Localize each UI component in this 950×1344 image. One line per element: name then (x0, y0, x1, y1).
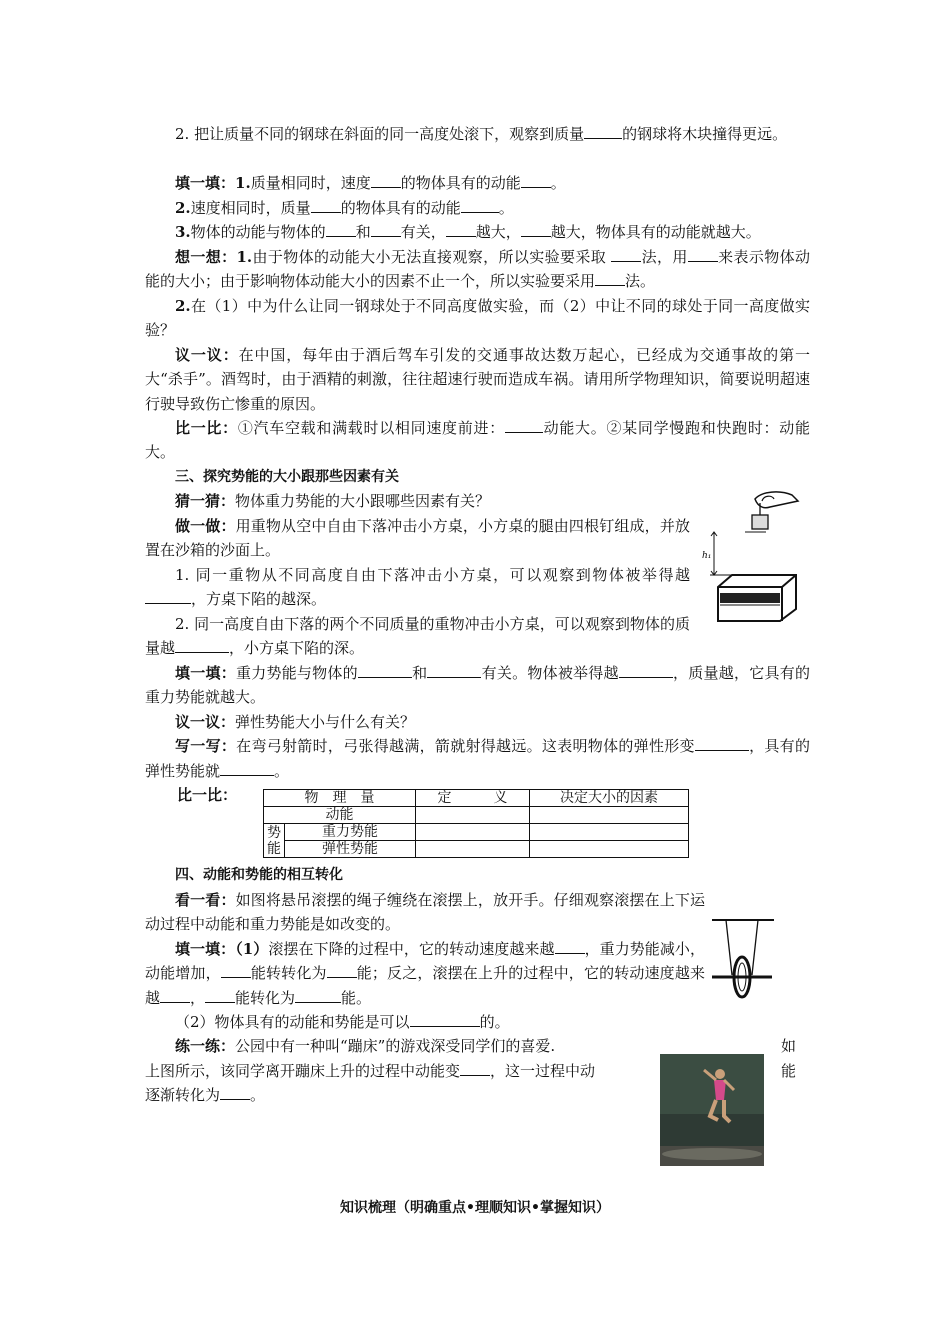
answer-blank[interactable] (221, 963, 251, 978)
comparison-table (263, 789, 689, 858)
think-2: 2.在（1）中为什么让同一钢球处于不同高度做实验，而（2）中让不同的球处于同一高度做实验？ (145, 296, 810, 339)
fill-in-5: 填一填：（1）滚摆在下降的过程中，它的转动速度越来越 ，重力势能减小，动能增加， 能转转化为 能；反之，滚摆在上升的过程中，它的转动速度越来越 ， 能转化为 能。 (145, 939, 705, 1007)
fill-in-2: 2.速度相同时，质量 的物体具有的动能 。 (175, 198, 514, 217)
answer-blank[interactable] (205, 988, 235, 1003)
answer-blank[interactable] (427, 663, 481, 678)
table-cell[interactable] (530, 824, 689, 841)
section-3-heading: 三、探究势能的大小跟那些因素有关 (175, 468, 399, 485)
answer-blank[interactable] (619, 663, 673, 678)
answer-blank[interactable] (461, 198, 499, 213)
table-cell[interactable] (416, 841, 530, 858)
answer-blank[interactable] (175, 638, 229, 653)
compare-2-label: 比一比： (177, 786, 238, 804)
answer-blank[interactable] (611, 247, 641, 262)
roll-pendulum-figure (708, 915, 778, 1003)
table-header-factors: 决定大小的因素 (530, 790, 689, 807)
table-row-elastic: 弹性势能 (285, 841, 416, 858)
answer-blank[interactable] (695, 736, 749, 751)
trampoline-photo (660, 1054, 764, 1166)
answer-blank[interactable] (311, 198, 341, 213)
answer-blank[interactable] (555, 939, 585, 954)
height-label: h₁ (702, 551, 712, 561)
answer-blank[interactable] (327, 963, 357, 978)
table-cell[interactable] (416, 824, 530, 841)
discuss-2: 议一议：弹性势能大小与什么有关？ (175, 712, 416, 731)
table-cell[interactable] (530, 807, 689, 824)
table-cell[interactable] (530, 841, 689, 858)
section-4-heading: 四、动能和势能的相互转化 (175, 867, 343, 883)
do-it: 做一做：用重物从空中自由下落冲击小方桌，小方桌的腿由四根钉组成，并放置在沙箱的沙面上。 (145, 516, 690, 559)
table-row-gravitational: 重力势能 (285, 824, 416, 841)
answer-blank[interactable] (220, 761, 274, 776)
table-group-potential: 势 能 (264, 824, 285, 858)
fill-in-3: 3.物体的动能与物体的 和 有关， 越大， 越大，物体具有的动能就越大。 (175, 223, 761, 241)
discuss-1: 议一议：在中国，每年由于酒后驾车引发的交通事故达数万起心，已经成为交通事故的第一大“杀手”。酒驾时，由于酒精的刺激，往往超速行驶而造成车祸。请用所学物理知识，简要说明超速行驶导致伤亡惨重的原因。 (145, 345, 810, 413)
answer-blank[interactable] (521, 222, 551, 237)
answer-blank[interactable] (446, 222, 476, 237)
fill-in-4: 填一填：重力势能与物体的 和 有关。物体被举得越 ，质量越，它具有的重力势能就越大。 (145, 663, 810, 706)
observation-1: 1. 同一重物从不同高度自由下落冲击小方桌，可以观察到物体被举得越，方桌下陷的越深。 (145, 563, 690, 612)
answer-blank[interactable] (220, 1085, 250, 1100)
table-header-quantity: 物 理 量 (264, 790, 416, 807)
section-title-knowledge-review: 知识梳理（明确重点•理顺知识•掌握知识） (340, 1200, 610, 1216)
answer-blank[interactable] (688, 247, 718, 262)
answer-blank[interactable] (505, 418, 543, 433)
fill-in-6: （2）物体具有的动能和势能是可以 的。 (175, 1012, 510, 1031)
table-header-definition: 定 义 (416, 790, 530, 807)
compare-1: 比一比：①汽车空载和满载时以相同速度前进： 动能大。②某同学慢跑和快跑时：动能大。 (145, 418, 810, 461)
falling-weight-figure (700, 487, 805, 627)
practice: 练一练：公园中有一种叫“蹦床”的游戏深受同学们的喜爱. 如 上图所示，该同学离开蹦床上升的过程中动能变 ，这一过程中动 能 逐渐转化为 。 (145, 1037, 797, 1104)
answer-blank[interactable] (371, 173, 401, 188)
answer-blank[interactable] (295, 988, 341, 1003)
answer-blank[interactable] (460, 1061, 490, 1076)
table-row-kinetic: 动能 (264, 807, 416, 824)
answer-blank[interactable] (584, 124, 622, 139)
answer-blank[interactable] (326, 222, 356, 237)
observation-2: 2. 同一高度自由下落的两个不同质量的重物冲击小方桌，可以观察到物体的质量越 ，小方桌下陷的深。 (145, 614, 690, 657)
answer-blank[interactable] (358, 663, 412, 678)
answer-blank[interactable] (160, 988, 190, 1003)
answer-blank[interactable] (595, 271, 625, 286)
answer-blank[interactable] (371, 222, 401, 237)
fill-in-1: 填一填：1.质量相同时，速度 的物体具有的动能 。 (175, 174, 566, 192)
look: 看一看：如图将悬吊滚摆的绳子缠绕在滚摆上，放开手。仔细观察滚摆在上下运动过程中动能和重力势能是如改变的。 (145, 890, 705, 933)
think-1: 想一想：1.由于物体的动能大小无法直接观察，所以实验要采取 法，用 来表示物体动能的大小；由于影响物体动能大小的因素不止一个，所以实验要采用 法。 (145, 247, 810, 290)
compare-2 (145, 783, 810, 863)
answer-blank[interactable] (410, 1012, 480, 1027)
table-cell[interactable] (416, 807, 530, 824)
answer-blank[interactable] (521, 173, 551, 188)
guess: 猜一猜：物体重力势能的大小跟哪些因素有关？ (175, 492, 491, 510)
write-it: 写一写：在弯弓射箭时，弓张得越满，箭就射得越远。这表明物体的弹性形变 ，具有的弹性势能就 。 (145, 737, 810, 780)
answer-blank[interactable] (145, 589, 191, 604)
question-steel-ball: 2. 把让质量不同的钢球在斜面的同一高度处滚下，观察到质量 的钢球将木块撞得更远。 (175, 125, 788, 143)
